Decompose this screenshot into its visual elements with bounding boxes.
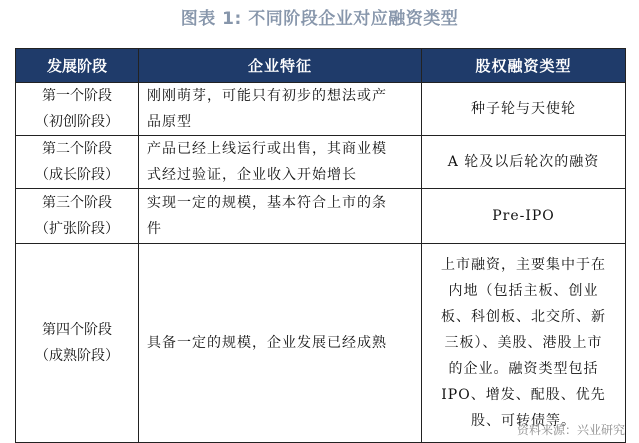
- financing-cell: [422, 83, 626, 136]
- source-note: 资料来源：兴业研究: [516, 423, 625, 437]
- table-row: [16, 136, 626, 189]
- cell-text-line: （初创阶段）: [35, 114, 119, 130]
- features-cell: [139, 244, 422, 443]
- table-row: [16, 244, 626, 443]
- figure-title: 图表 1: 不同阶段企业对应融资类型: [180, 9, 459, 29]
- cell-text-line: Pre-IPO: [492, 208, 555, 224]
- financing-stage-table: [15, 48, 626, 443]
- stage-cell: [16, 83, 139, 136]
- cell-text-line: 具备一定的规模，企业发展已经成熟: [147, 335, 387, 351]
- features-cell: [139, 136, 422, 189]
- cell-text-line: （扩张阶段）: [35, 221, 119, 237]
- cell-text-line: 品原型: [147, 114, 192, 130]
- cell-text-line: 实现一定的规模，基本符合上市的条: [147, 195, 387, 211]
- table-header-row: [16, 49, 626, 83]
- cell-text-line: 第三个阶段: [42, 195, 112, 211]
- cell-text-line: A 轮及以后轮次的融资: [447, 154, 600, 170]
- cell-text-line: 的企业。融资类型包括: [448, 361, 599, 377]
- features-cell: [139, 83, 422, 136]
- features-cell: [139, 189, 422, 244]
- cell-text-line: 第一个阶段: [42, 88, 112, 104]
- financing-cell: [422, 136, 626, 189]
- cell-text-line: 件: [147, 221, 162, 237]
- table-row: [16, 189, 626, 244]
- cell-text-line: （成长阶段）: [35, 167, 119, 183]
- cell-text-line: 上市融资，主要集中于在: [441, 257, 606, 273]
- stage-cell: [16, 244, 139, 443]
- table-row: [16, 83, 626, 136]
- cell-text-line: 内地（包括主板、创业: [448, 283, 599, 299]
- financing-cell: [422, 244, 626, 443]
- cell-text-line: 产品已经上线运行或出售，其商业模: [147, 141, 387, 157]
- cell-text-line: 种子轮与天使轮: [471, 101, 576, 117]
- header-financing: 股权融资类型: [422, 49, 626, 83]
- stage-cell: [16, 136, 139, 189]
- cell-text-line: 三板）、美股、港股上市: [444, 335, 603, 351]
- financing-cell: [422, 189, 626, 244]
- cell-text-line: （成熟阶段）: [35, 348, 119, 364]
- cell-text-line: 刚刚萌芽，可能只有初步的想法或产: [147, 88, 387, 104]
- cell-text-line: 式经过验证，企业收入开始增长: [147, 167, 357, 183]
- cell-text-line: 板、科创板、北交所、新: [441, 309, 606, 325]
- cell-text-line: 第四个阶段: [42, 322, 112, 338]
- stage-cell: [16, 189, 139, 244]
- cell-text-line: 股、可转债等。: [471, 413, 576, 429]
- cell-text-line: 第二个阶段: [42, 141, 112, 157]
- header-features: 企业特征: [139, 49, 422, 83]
- cell-text-line: IPO、增发、配股、优先: [441, 387, 606, 403]
- header-stage: 发展阶段: [16, 49, 139, 83]
